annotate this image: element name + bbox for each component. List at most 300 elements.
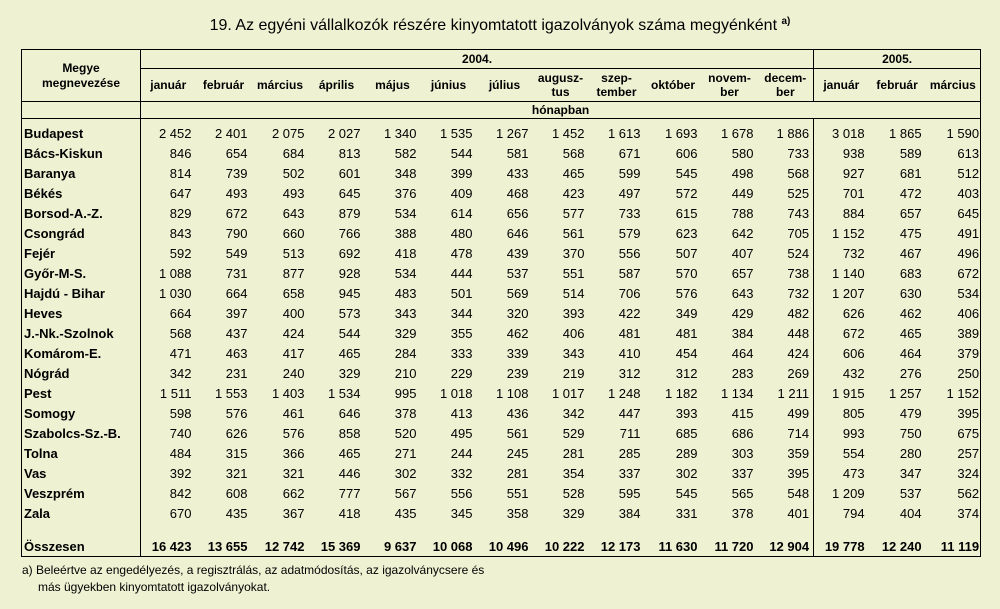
value-cell: 1 452 xyxy=(551,125,585,141)
value-cell: 472 xyxy=(899,185,922,201)
value-cell: 429 xyxy=(731,305,754,321)
value-cell: 1 030 xyxy=(158,285,192,301)
month-header-2005-2: február xyxy=(876,78,918,92)
table-row xyxy=(22,283,981,303)
value-cell: 479 xyxy=(899,405,922,421)
value-cell: 413 xyxy=(450,405,473,421)
value-cell: 614 xyxy=(450,205,473,221)
value-cell: 843 xyxy=(169,225,192,241)
table-row xyxy=(22,163,981,183)
month-header-2004-2: február xyxy=(202,78,245,92)
value-cell: 471 xyxy=(169,345,192,361)
value-cell: 502 xyxy=(282,165,305,181)
value-cell: 1 613 xyxy=(607,125,641,141)
county-name: Összesen xyxy=(22,536,141,557)
value-cell: 1 553 xyxy=(214,385,248,401)
month-header-2004-7: július xyxy=(488,78,521,92)
value-cell: 549 xyxy=(225,245,248,261)
value-cell: 467 xyxy=(899,245,922,261)
value-cell: 576 xyxy=(675,285,698,301)
value-cell: 15 369 xyxy=(309,536,365,557)
value-cell: 493 xyxy=(225,185,248,201)
value-cell: 462 xyxy=(899,305,922,321)
value-cell: 626 xyxy=(842,305,865,321)
value-cell: 454 xyxy=(675,345,698,361)
table-row xyxy=(22,243,981,263)
value-cell: 355 xyxy=(450,325,473,341)
value-cell: 660 xyxy=(282,225,305,241)
value-cell: 657 xyxy=(899,205,922,221)
value-cell: 1 535 xyxy=(439,125,473,141)
value-cell: 501 xyxy=(450,285,473,301)
value-cell: 403 xyxy=(957,185,980,201)
value-cell: 491 xyxy=(957,225,980,241)
table-row xyxy=(22,423,981,443)
value-cell: 587 xyxy=(618,265,641,281)
value-cell: 577 xyxy=(562,205,585,221)
value-cell: 378 xyxy=(394,405,417,421)
value-cell: 329 xyxy=(562,505,585,521)
value-cell: 384 xyxy=(618,505,641,521)
value-cell: 384 xyxy=(731,325,754,341)
table-row xyxy=(22,363,981,383)
value-cell: 418 xyxy=(394,245,417,261)
value-cell: 788 xyxy=(731,205,754,221)
value-cell: 743 xyxy=(758,203,814,223)
value-cell: 342 xyxy=(562,405,585,421)
value-cell: 1 915 xyxy=(832,385,865,401)
table-title-text: 19. Az egyéni vállalkozók részére kinyomtatott igazolványok száma megyénként xyxy=(209,17,778,34)
value-cell: 312 xyxy=(618,365,641,381)
value-cell: 1 088 xyxy=(158,265,192,281)
value-cell: 281 xyxy=(562,445,585,461)
value-cell: 1 267 xyxy=(495,125,529,141)
value-cell: 302 xyxy=(394,465,417,481)
table-title xyxy=(0,12,1000,36)
value-cell: 568 xyxy=(169,325,192,341)
value-cell: 556 xyxy=(450,485,473,501)
value-cell: 11 720 xyxy=(702,536,758,557)
value-cell: 484 xyxy=(169,445,192,461)
county-name: Hajdú - Bihar xyxy=(22,283,141,303)
value-cell: 11 630 xyxy=(645,536,702,557)
value-cell: 495 xyxy=(450,425,473,441)
value-cell: 1 140 xyxy=(832,265,865,281)
value-cell: 388 xyxy=(394,225,417,241)
county-name: Budapest xyxy=(22,119,141,144)
value-cell: 544 xyxy=(450,145,473,161)
value-cell: 399 xyxy=(450,165,473,181)
value-cell: 1 108 xyxy=(495,385,529,401)
value-cell: 671 xyxy=(618,145,641,161)
value-cell: 581 xyxy=(506,145,529,161)
value-cell: 276 xyxy=(899,365,922,381)
value-cell: 993 xyxy=(842,425,865,441)
value-cell: 750 xyxy=(899,425,922,441)
value-cell: 400 xyxy=(282,305,305,321)
value-cell: 1 340 xyxy=(383,125,417,141)
value-cell: 705 xyxy=(758,223,814,243)
value-cell: 468 xyxy=(506,185,529,201)
value-cell: 731 xyxy=(225,265,248,281)
value-cell: 245 xyxy=(506,445,529,461)
value-cell: 675 xyxy=(957,425,980,441)
value-cell: 482 xyxy=(758,303,814,323)
table-row xyxy=(22,119,981,144)
value-cell: 10 496 xyxy=(477,536,533,557)
value-cell: 545 xyxy=(675,165,698,181)
value-cell: 732 xyxy=(842,245,865,261)
month-header-2004-9: szep- tember xyxy=(596,71,637,99)
value-cell: 395 xyxy=(957,405,980,421)
value-cell: 446 xyxy=(338,465,361,481)
value-cell: 303 xyxy=(731,445,754,461)
value-cell: 664 xyxy=(225,285,248,301)
month-header-2004-1: január xyxy=(150,78,187,92)
value-cell: 528 xyxy=(562,485,585,501)
value-cell: 379 xyxy=(957,345,980,361)
value-cell: 524 xyxy=(758,243,814,263)
value-cell: 706 xyxy=(618,285,641,301)
month-header-2004-6: június xyxy=(430,78,467,92)
month-header-2005-3: március xyxy=(929,78,976,92)
county-header-line1: Megye xyxy=(62,60,100,75)
county-name: Békés xyxy=(22,183,141,203)
value-cell: 599 xyxy=(618,165,641,181)
value-cell: 1 534 xyxy=(327,385,361,401)
value-cell: 657 xyxy=(731,265,754,281)
value-cell: 1 403 xyxy=(271,385,305,401)
value-cell: 417 xyxy=(282,345,305,361)
value-cell: 670 xyxy=(169,505,192,521)
value-cell: 257 xyxy=(957,445,980,461)
footnote xyxy=(22,562,484,596)
table-row xyxy=(22,503,981,523)
value-cell: 684 xyxy=(282,145,305,161)
value-cell: 630 xyxy=(899,285,922,301)
value-cell: 481 xyxy=(675,325,698,341)
value-cell: 10 222 xyxy=(533,536,589,557)
value-cell: 884 xyxy=(842,205,865,221)
county-name: Bács-Kiskun xyxy=(22,143,141,163)
value-cell: 732 xyxy=(758,283,814,303)
value-cell: 1 017 xyxy=(551,385,585,401)
value-cell: 407 xyxy=(731,245,754,261)
value-cell: 462 xyxy=(506,325,529,341)
county-name: Vas xyxy=(22,463,141,483)
value-cell: 1 678 xyxy=(720,125,754,141)
value-cell: 570 xyxy=(675,265,698,281)
year-2005-header: 2005. xyxy=(814,50,981,69)
month-header-2004-4: április xyxy=(318,78,355,92)
table-row xyxy=(22,223,981,243)
value-cell: 424 xyxy=(282,325,305,341)
value-cell: 354 xyxy=(562,465,585,481)
value-cell: 656 xyxy=(506,205,529,221)
value-cell: 672 xyxy=(957,265,980,281)
table-row xyxy=(22,443,981,463)
value-cell: 995 xyxy=(394,385,417,401)
value-cell: 13 655 xyxy=(196,536,252,557)
footnote-line-2: más ügyekben kinyomtatott igazolványokat. xyxy=(38,580,271,594)
value-cell: 576 xyxy=(225,405,248,421)
value-cell: 733 xyxy=(758,143,814,163)
value-cell: 576 xyxy=(282,425,305,441)
value-cell: 329 xyxy=(338,365,361,381)
value-cell: 1 693 xyxy=(664,125,698,141)
value-cell: 512 xyxy=(957,165,980,181)
value-cell: 2 452 xyxy=(158,125,192,141)
value-cell: 615 xyxy=(675,205,698,221)
value-cell: 513 xyxy=(282,245,305,261)
value-cell: 573 xyxy=(338,305,361,321)
month-header-2004-8: augusz- tus xyxy=(537,71,584,99)
county-name: Komárom-E. xyxy=(22,343,141,363)
value-cell: 250 xyxy=(957,365,980,381)
value-cell: 879 xyxy=(338,205,361,221)
value-cell: 465 xyxy=(562,165,585,181)
value-cell: 397 xyxy=(225,305,248,321)
value-cell: 685 xyxy=(675,425,698,441)
value-cell: 464 xyxy=(731,345,754,361)
value-cell: 321 xyxy=(282,465,305,481)
value-cell: 520 xyxy=(394,425,417,441)
year-2004-header: 2004. xyxy=(141,50,814,69)
value-cell: 415 xyxy=(731,405,754,421)
month-header-2004-12: decem- ber xyxy=(758,69,814,102)
value-cell: 374 xyxy=(957,505,980,521)
value-cell: 498 xyxy=(731,165,754,181)
value-cell: 343 xyxy=(562,345,585,361)
value-cell: 1 182 xyxy=(664,385,698,401)
value-cell: 283 xyxy=(731,365,754,381)
spacer-row xyxy=(22,523,981,536)
value-cell: 289 xyxy=(675,445,698,461)
value-cell: 320 xyxy=(506,305,529,321)
value-cell: 551 xyxy=(562,265,585,281)
value-cell: 647 xyxy=(169,185,192,201)
value-cell: 582 xyxy=(394,145,417,161)
value-cell: 435 xyxy=(394,505,417,521)
value-cell: 1 886 xyxy=(758,119,814,144)
value-cell: 465 xyxy=(338,345,361,361)
value-cell: 343 xyxy=(394,305,417,321)
value-cell: 592 xyxy=(169,245,192,261)
county-name: Somogy xyxy=(22,403,141,423)
value-cell: 654 xyxy=(225,145,248,161)
value-cell: 347 xyxy=(899,465,922,481)
value-cell: 393 xyxy=(562,305,585,321)
value-cell: 664 xyxy=(169,305,192,321)
county-name: Heves xyxy=(22,303,141,323)
county-name: Zala xyxy=(22,503,141,523)
value-cell: 271 xyxy=(394,445,417,461)
table-row xyxy=(22,343,981,363)
value-cell: 358 xyxy=(506,505,529,521)
footnote-line-1: a) Beleértve az engedélyezés, a regisztrálás, az adatmódosítás, az igazolványcsere és xyxy=(22,563,485,577)
value-cell: 423 xyxy=(562,185,585,201)
value-cell: 672 xyxy=(225,205,248,221)
value-cell: 497 xyxy=(618,185,641,201)
month-header-2004-11: novem- ber xyxy=(708,71,751,99)
value-cell: 927 xyxy=(842,165,865,181)
table-row xyxy=(22,303,981,323)
title-footnote-mark: a) xyxy=(781,16,791,27)
value-cell: 478 xyxy=(450,245,473,261)
value-cell: 410 xyxy=(618,345,641,361)
value-cell: 1 152 xyxy=(946,385,980,401)
value-cell: 331 xyxy=(675,505,698,521)
county-name: Győr-M-S. xyxy=(22,263,141,283)
county-header-line2: megnevezése xyxy=(41,75,121,90)
table-row xyxy=(22,463,981,483)
value-cell: 681 xyxy=(899,165,922,181)
value-cell: 928 xyxy=(338,265,361,281)
value-cell: 1 211 xyxy=(758,383,814,403)
value-cell: 367 xyxy=(282,505,305,521)
value-cell: 448 xyxy=(758,323,814,343)
value-cell: 12 173 xyxy=(589,536,645,557)
value-cell: 777 xyxy=(338,485,361,501)
value-cell: 284 xyxy=(394,345,417,361)
county-name: Szabolcs-Sz.-B. xyxy=(22,423,141,443)
value-cell: 481 xyxy=(618,325,641,341)
value-cell: 938 xyxy=(842,145,865,161)
value-cell: 418 xyxy=(338,505,361,521)
value-cell: 686 xyxy=(731,425,754,441)
value-cell: 683 xyxy=(899,265,922,281)
value-cell: 1 248 xyxy=(607,385,641,401)
county-name: Nógrád xyxy=(22,363,141,383)
value-cell: 534 xyxy=(394,265,417,281)
value-cell: 244 xyxy=(450,445,473,461)
value-cell: 858 xyxy=(338,425,361,441)
value-cell: 348 xyxy=(394,165,417,181)
table-row xyxy=(22,483,981,503)
value-cell: 646 xyxy=(338,405,361,421)
value-cell: 658 xyxy=(282,285,305,301)
value-cell: 1 134 xyxy=(720,385,754,401)
value-cell: 321 xyxy=(225,465,248,481)
month-header-2004-10: október xyxy=(650,78,695,92)
value-cell: 337 xyxy=(618,465,641,481)
value-cell: 701 xyxy=(842,185,865,201)
value-cell: 366 xyxy=(282,445,305,461)
value-cell: 393 xyxy=(675,405,698,421)
value-cell: 692 xyxy=(338,245,361,261)
value-cell: 342 xyxy=(169,365,192,381)
value-cell: 606 xyxy=(842,345,865,361)
value-cell: 548 xyxy=(758,483,814,503)
value-cell: 551 xyxy=(506,485,529,501)
table-row xyxy=(22,403,981,423)
value-cell: 337 xyxy=(731,465,754,481)
value-cell: 475 xyxy=(899,225,922,241)
county-name: J.-Nk.-Szolnok xyxy=(22,323,141,343)
value-cell: 435 xyxy=(225,505,248,521)
value-cell: 422 xyxy=(618,305,641,321)
value-cell: 1 511 xyxy=(159,385,192,401)
value-cell: 738 xyxy=(758,263,814,283)
value-cell: 572 xyxy=(675,185,698,201)
value-cell: 406 xyxy=(957,305,980,321)
value-cell: 544 xyxy=(338,325,361,341)
value-cell: 561 xyxy=(506,425,529,441)
value-cell: 766 xyxy=(338,225,361,241)
value-cell: 613 xyxy=(957,145,980,161)
value-cell: 239 xyxy=(506,365,529,381)
value-cell: 514 xyxy=(562,285,585,301)
value-cell: 714 xyxy=(758,423,814,443)
value-cell: 240 xyxy=(282,365,305,381)
value-cell: 1 207 xyxy=(832,285,865,301)
value-cell: 1 209 xyxy=(832,485,865,501)
value-cell: 595 xyxy=(618,485,641,501)
value-cell: 12 904 xyxy=(758,536,814,557)
county-name: Pest xyxy=(22,383,141,403)
value-cell: 231 xyxy=(225,365,248,381)
value-cell: 219 xyxy=(562,365,585,381)
value-cell: 545 xyxy=(675,485,698,501)
value-cell: 437 xyxy=(225,325,248,341)
value-cell: 345 xyxy=(450,505,473,521)
value-cell: 568 xyxy=(562,145,585,161)
county-column-header xyxy=(22,50,141,102)
value-cell: 580 xyxy=(731,145,754,161)
value-cell: 370 xyxy=(562,245,585,261)
table-row xyxy=(22,143,981,163)
value-cell: 324 xyxy=(957,465,980,481)
value-cell: 229 xyxy=(450,365,473,381)
value-cell: 499 xyxy=(758,403,814,423)
value-cell: 395 xyxy=(758,463,814,483)
value-cell: 646 xyxy=(506,225,529,241)
value-cell: 401 xyxy=(758,503,814,523)
value-cell: 623 xyxy=(675,225,698,241)
value-cell: 945 xyxy=(338,285,361,301)
value-cell: 562 xyxy=(957,485,980,501)
value-cell: 2 075 xyxy=(271,125,305,141)
value-cell: 507 xyxy=(675,245,698,261)
value-cell: 814 xyxy=(169,165,192,181)
value-cell: 525 xyxy=(758,183,814,203)
value-cell: 606 xyxy=(675,145,698,161)
value-cell: 3 018 xyxy=(832,125,865,141)
value-cell: 333 xyxy=(450,345,473,361)
value-cell: 608 xyxy=(225,485,248,501)
value-cell: 1 152 xyxy=(832,225,865,241)
value-cell: 444 xyxy=(450,265,473,281)
value-cell: 409 xyxy=(450,185,473,201)
statistics-table xyxy=(21,49,981,557)
county-name: Veszprém xyxy=(22,483,141,503)
value-cell: 740 xyxy=(169,425,192,441)
value-cell: 269 xyxy=(758,363,814,383)
value-cell: 447 xyxy=(618,405,641,421)
value-cell: 285 xyxy=(618,445,641,461)
value-cell: 376 xyxy=(394,185,417,201)
value-cell: 589 xyxy=(899,145,922,161)
value-cell: 569 xyxy=(506,285,529,301)
value-cell: 406 xyxy=(562,325,585,341)
value-cell: 556 xyxy=(618,245,641,261)
month-header-2004-3: március xyxy=(256,78,304,92)
value-cell: 378 xyxy=(731,505,754,521)
value-cell: 733 xyxy=(618,205,641,221)
table-row xyxy=(22,383,981,403)
value-cell: 534 xyxy=(394,205,417,221)
table-row xyxy=(22,183,981,203)
